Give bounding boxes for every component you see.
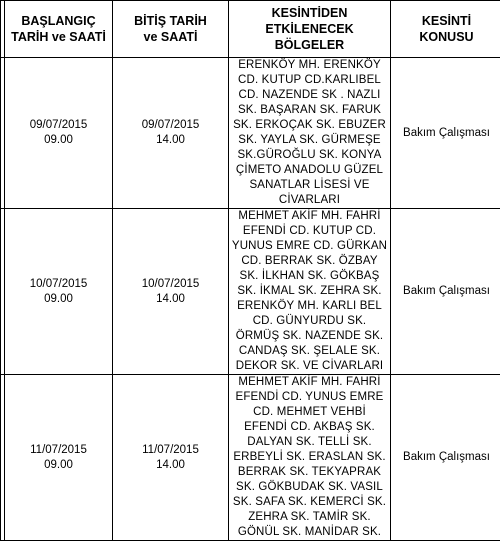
start-date: 09/07/2015: [5, 118, 112, 133]
end-time: 14.00: [113, 458, 228, 473]
start-date: 11/07/2015: [5, 443, 112, 458]
table-row: [1, 58, 500, 209]
header-end-datetime: BİTİŞ TARİH ve SAATİ: [113, 1, 229, 58]
outage-topic-cell: Bakım Çalışması: [391, 58, 500, 209]
affected-regions-cell: MEHMET AKİF MH. FAHRİ EFENDİ CD. KUTUP CD. YUNUS EMRE CD. GÜRKAN CD. BERRAK SK. ÖZBAY SK. İLKHAN SK. GÖKBAŞ SK. İKMAL SK. ZEHRA SK. ERENKÖY MH. KARLI BEL CD. GÜNYURDU SK. ÖRMÜŞ SK. NAZENDE SK. CANDAŞ SK. ŞELALE SK. DEKOR SK. VE CİVARLARI: [229, 209, 391, 375]
start-time: 09.00: [5, 458, 112, 473]
table-row: [1, 375, 500, 541]
end-time: 14.00: [113, 292, 228, 307]
start-time: 09.00: [5, 133, 112, 148]
start-datetime-cell: [5, 58, 113, 209]
end-datetime-cell: [113, 375, 229, 541]
start-datetime-cell: [5, 209, 113, 375]
affected-regions-cell: MEHMET AKİF MH. FAHRİ EFENDİ CD. YUNUS EMRE CD. MEHMET VEHBİ EFENDİ CD. AKBAŞ SK. DALYAN SK. TELLİ SK. ERBEYLİ SK. ERASLAN SK. BERRAK SK. TEKYAPRAK SK. GÖKBUDAK SK. VASIL SK. SAFA SK. KEMERCİ SK. ZEHRA SK. TAMİR SK. GÖNÜL SK. MANİDAR SK.: [229, 375, 391, 541]
header-start-datetime: BAŞLANGIÇ TARİH ve SAATİ: [5, 1, 113, 58]
start-datetime-cell: [5, 375, 113, 541]
table-row: [1, 209, 500, 375]
end-datetime-cell: [113, 58, 229, 209]
end-time: 14.00: [113, 133, 228, 148]
affected-regions-cell: ERENKÖY MH. ERENKÖY CD. KUTUP CD.KARLIBEL CD. NAZENDE SK . NAZLI SK. BAŞARAN SK. FARUK SK. ERKOÇAK SK. EBUZER SK. YAYLA SK. GÜRMEŞE SK.GÜROĞLU SK. KONYA ÇİMETO ANADOLU GÜZEL SANATLAR LİSESİ VE CİVARLARI: [229, 58, 391, 209]
outage-topic-cell: Bakım Çalışması: [391, 375, 500, 541]
end-date: 11/07/2015: [113, 443, 228, 458]
header-affected-regions: KESİNTİDEN ETKİLENECEK BÖLGELER: [229, 1, 391, 58]
header-row: [1, 1, 500, 58]
outage-topic-cell: Bakım Çalışması: [391, 209, 500, 375]
start-date: 10/07/2015: [5, 277, 112, 292]
end-date: 10/07/2015: [113, 277, 228, 292]
header-outage-topic: KESİNTİ KONUSU: [391, 1, 500, 58]
end-date: 09/07/2015: [113, 118, 228, 133]
start-time: 09.00: [5, 292, 112, 307]
end-datetime-cell: [113, 209, 229, 375]
